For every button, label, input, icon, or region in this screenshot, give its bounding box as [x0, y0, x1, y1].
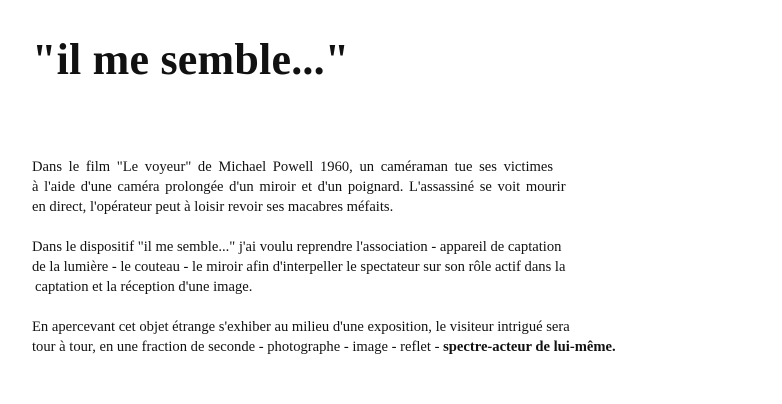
text-body	[32, 157, 752, 377]
emphasis-text: spectre-acteur de lui-même.	[443, 339, 616, 355]
text-line: Dans le dispositif "il me semble..." j'ai voulu reprendre l'association - appareil de captation	[32, 239, 562, 255]
text-line-final	[32, 337, 752, 357]
text-line: en direct, l'opérateur peut à loisir revoir ses macabres méfaits.	[32, 199, 394, 215]
text-segment: tour à tour, en une fraction de seconde - photographe - image - reflet -	[32, 339, 444, 355]
text-line: Dans le film "Le voyeur" de Michael Powell 1960, un caméraman tue ses victimes	[32, 159, 554, 175]
paragraph-dispositif	[32, 237, 752, 297]
text-line: à l'aide d'une caméra prolongée d'un miroir et d'un poignard. L'assassiné se voit mourir	[32, 179, 566, 195]
page-title: "il me semble..."	[32, 35, 350, 84]
text-line: captation et la réception d'une image.	[35, 279, 253, 295]
paragraph-voyeur	[32, 157, 752, 217]
paragraph-visiteur	[32, 317, 752, 357]
text-line: de la lumière - le couteau - le miroir afin d'interpeller le spectateur sur son rôle actif dans la	[32, 259, 566, 275]
text-line: En apercevant cet objet étrange s'exhiber au milieu d'une exposition, le visiteur intrigué sera	[32, 319, 570, 335]
